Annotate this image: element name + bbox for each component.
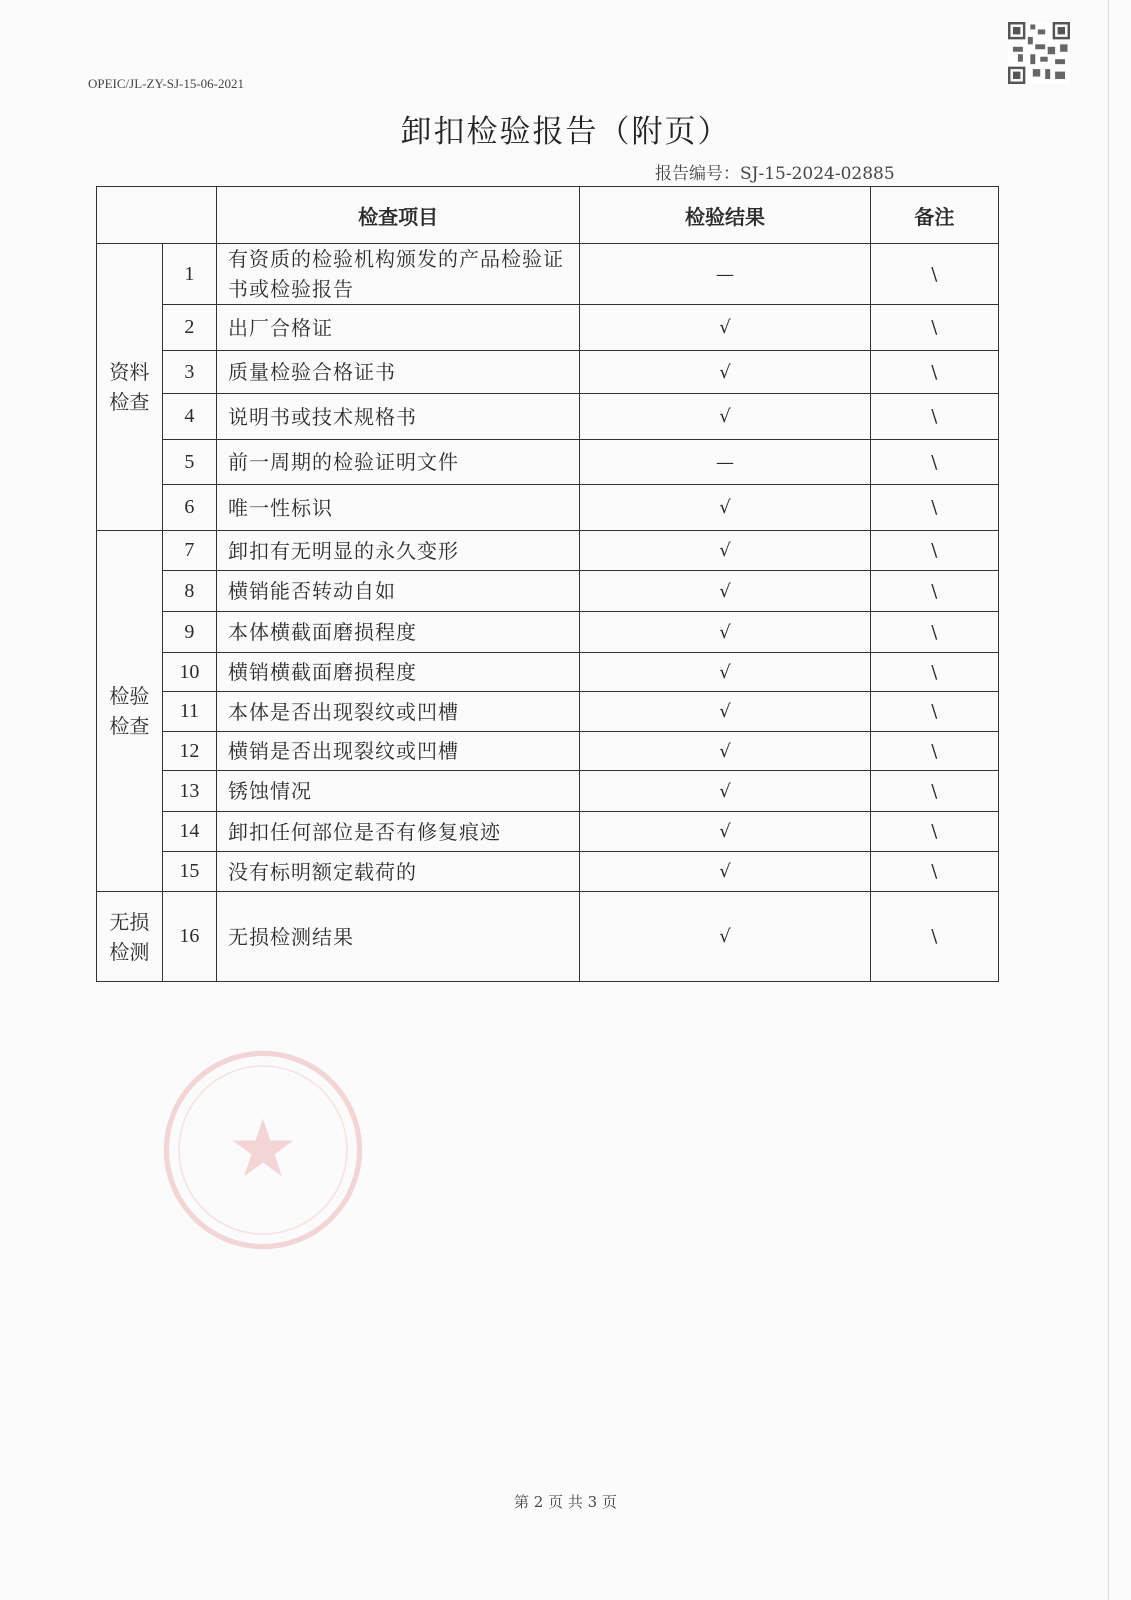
row-number-cell: 4: [162, 394, 216, 440]
table-row: [97, 485, 999, 531]
table-row: [97, 612, 999, 653]
row-number-cell: 3: [162, 351, 216, 394]
remark-cell: \: [870, 653, 998, 692]
remark-cell: \: [870, 892, 998, 982]
row-number-cell: 10: [162, 653, 216, 692]
result-cell: √: [580, 485, 870, 531]
result-cell: √: [580, 732, 870, 771]
result-cell: √: [580, 612, 870, 653]
remark-cell: \: [870, 612, 998, 653]
table-row: [97, 692, 999, 732]
remark-cell: \: [870, 771, 998, 812]
item-cell: 锈蚀情况: [217, 771, 580, 812]
table-row: [97, 244, 999, 305]
result-cell: √: [580, 692, 870, 732]
item-cell: 横销能否转动自如: [217, 571, 580, 612]
item-cell: 唯一性标识: [217, 485, 580, 531]
report-number: 报告编号：SJ-15-2024-02885: [655, 164, 895, 184]
table-row: [97, 305, 999, 351]
row-number-cell: 16: [162, 892, 216, 982]
row-number-cell: 11: [162, 692, 216, 732]
remark-cell: \: [870, 852, 998, 892]
item-cell: 横销横截面磨损程度: [217, 653, 580, 692]
row-number-cell: 14: [162, 812, 216, 852]
document-code: OPEIC/JL-ZY-SJ-15-06-2021: [88, 76, 244, 91]
remark-cell: \: [870, 485, 998, 531]
remark-cell: \: [870, 440, 998, 485]
page-edge-line: [1108, 0, 1109, 1600]
row-number-cell: 12: [162, 732, 216, 771]
result-cell: √: [580, 771, 870, 812]
table-row: [97, 771, 999, 812]
remark-cell: \: [870, 351, 998, 394]
remark-cell: \: [870, 305, 998, 351]
result-cell: √: [580, 531, 870, 571]
item-cell: 无损检测结果: [217, 892, 580, 982]
result-cell: √: [580, 571, 870, 612]
result-cell: —: [580, 244, 870, 305]
item-cell: 质量检验合格证书: [217, 351, 580, 394]
result-cell: √: [580, 852, 870, 892]
item-cell: 卸扣有无明显的永久变形: [217, 531, 580, 571]
remark-cell: \: [870, 394, 998, 440]
header-remark: 备注: [870, 187, 998, 244]
result-cell: √: [580, 892, 870, 982]
header-result: 检验结果: [580, 187, 870, 244]
inspection-table: [96, 186, 999, 982]
row-number-cell: 7: [162, 531, 216, 571]
table-header-row: [97, 187, 999, 244]
row-number-cell: 1: [162, 244, 216, 305]
remark-cell: \: [870, 531, 998, 571]
header-item: 检查项目: [217, 187, 580, 244]
official-seal-icon: [158, 1045, 368, 1255]
item-cell: 说明书或技术规格书: [217, 394, 580, 440]
category-cell: 无损 检测: [97, 892, 163, 982]
table-row: [97, 531, 999, 571]
table-row: [97, 653, 999, 692]
result-cell: √: [580, 394, 870, 440]
row-number-cell: 9: [162, 612, 216, 653]
row-number-cell: 2: [162, 305, 216, 351]
table-row: [97, 812, 999, 852]
remark-cell: \: [870, 732, 998, 771]
row-number-cell: 13: [162, 771, 216, 812]
table-row: [97, 440, 999, 485]
remark-cell: \: [870, 244, 998, 305]
result-cell: √: [580, 653, 870, 692]
page-title: 卸扣检验报告（附页）: [400, 114, 731, 150]
page-footer: 第 2 页 共 3 页: [514, 1493, 617, 1511]
item-cell: 横销是否出现裂纹或凹槽: [217, 732, 580, 771]
item-cell: 出厂合格证: [217, 305, 580, 351]
result-cell: √: [580, 812, 870, 852]
row-number-cell: 6: [162, 485, 216, 531]
remark-cell: \: [870, 571, 998, 612]
remark-cell: \: [870, 692, 998, 732]
row-number-cell: 5: [162, 440, 216, 485]
result-cell: √: [580, 351, 870, 394]
table-row: [97, 571, 999, 612]
table-row: [97, 852, 999, 892]
remark-cell: \: [870, 812, 998, 852]
table-row: [97, 732, 999, 771]
item-cell: 卸扣任何部位是否有修复痕迹: [217, 812, 580, 852]
row-number-cell: 15: [162, 852, 216, 892]
item-cell: 本体是否出现裂纹或凹槽: [217, 692, 580, 732]
result-cell: —: [580, 440, 870, 485]
item-cell: 没有标明额定载荷的: [217, 852, 580, 892]
item-cell: 前一周期的检验证明文件: [217, 440, 580, 485]
qr-code-icon: [1008, 22, 1070, 84]
result-cell: √: [580, 305, 870, 351]
category-cell: 资料 检查: [97, 244, 163, 531]
table-row: [97, 394, 999, 440]
header-blank: [97, 187, 217, 244]
item-cell: 有资质的检验机构颁发的产品检验证书或检验报告: [217, 244, 580, 305]
category-cell: 检验 检查: [97, 531, 163, 892]
item-cell: 本体横截面磨损程度: [217, 612, 580, 653]
table-row: [97, 892, 999, 982]
row-number-cell: 8: [162, 571, 216, 612]
table-row: [97, 351, 999, 394]
